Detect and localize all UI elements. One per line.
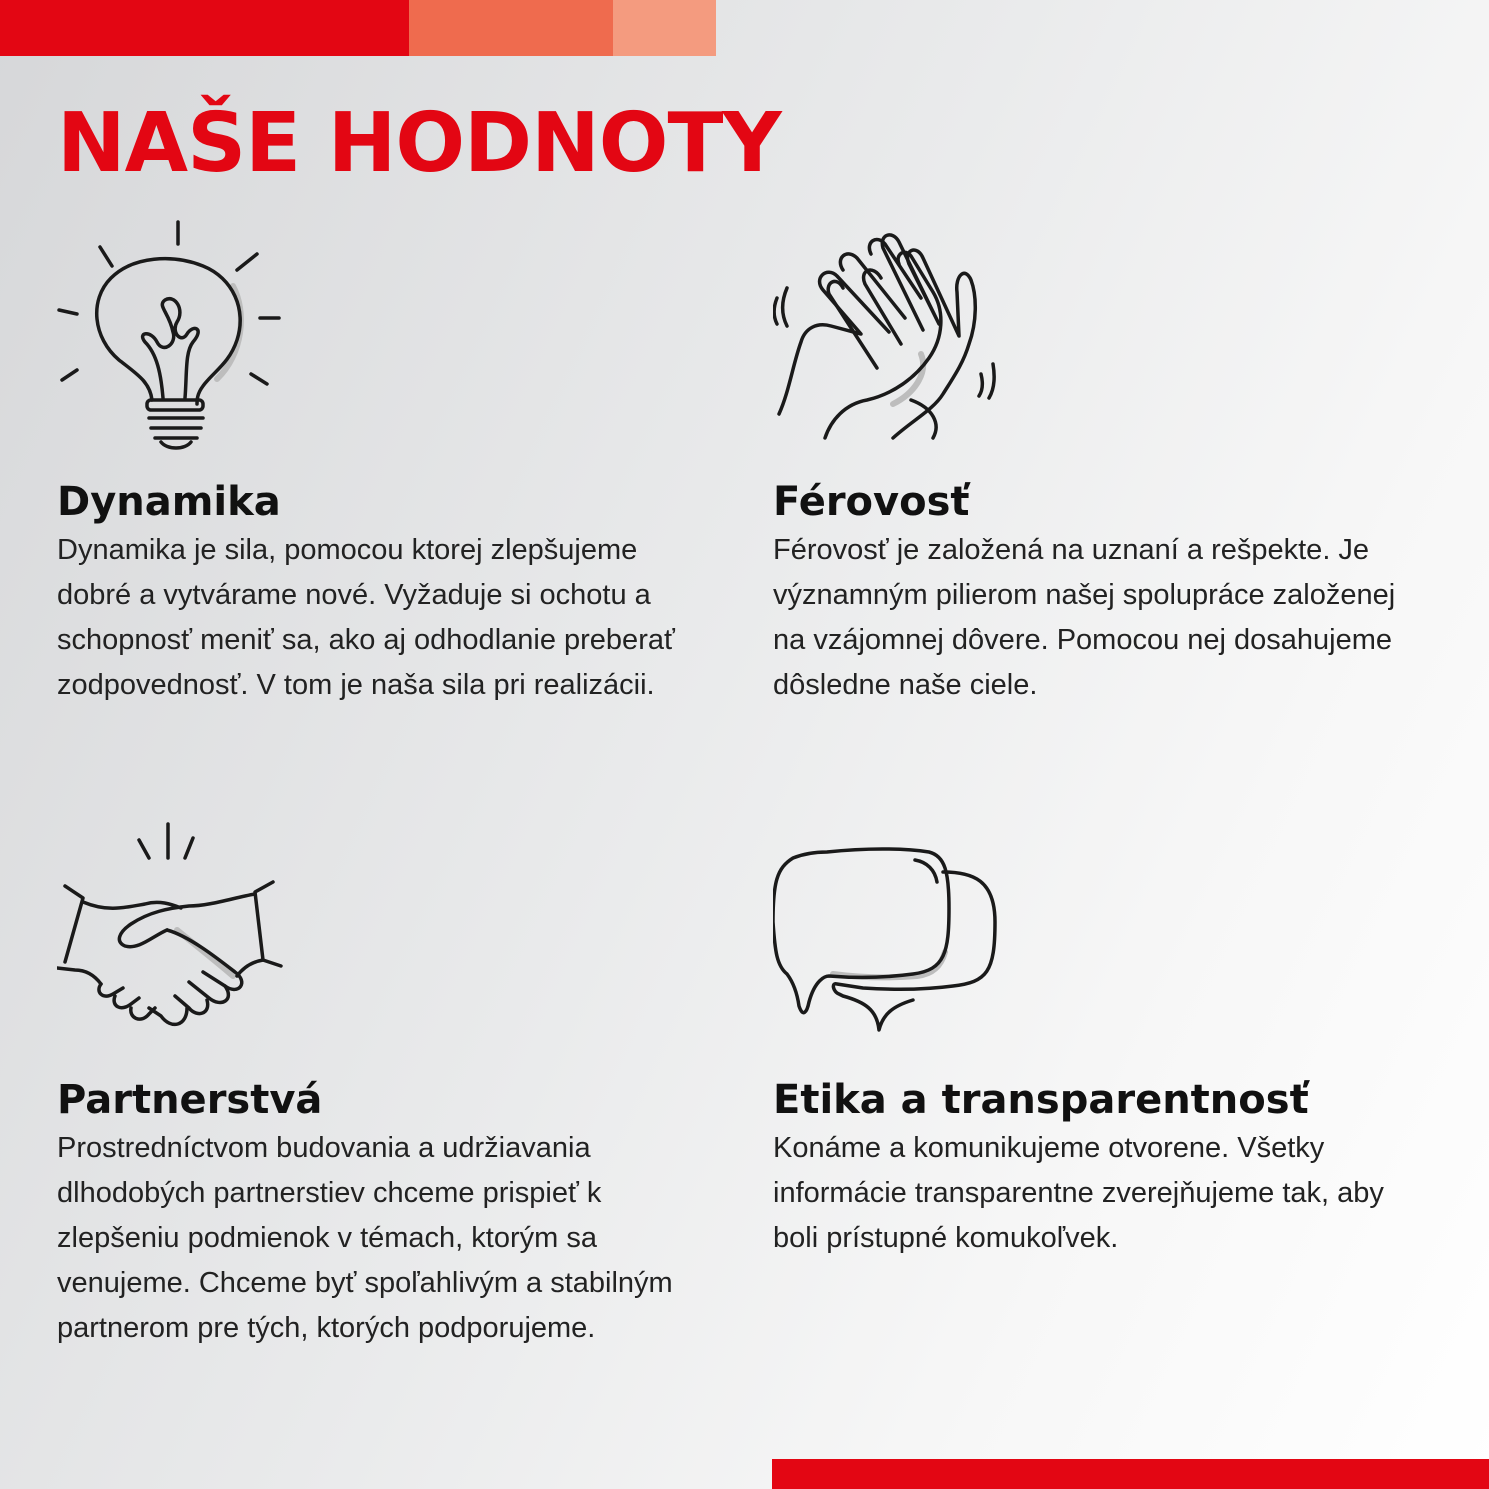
value-description: Férovosť je založená na uznaní a rešpekte. Je významným pilierom našej spolupráce založenej na vzájomnej dôvere. Pomocou nej dosahujeme dôsledne naše ciele. xyxy=(773,534,1396,701)
value-description: Konáme a komunikujeme otvorene. Všetky informácie transparentne zverejňujeme tak, aby boli prístupné komukoľvek. xyxy=(773,1132,1384,1254)
value-title: Etika a transparentnosť xyxy=(773,1077,1309,1123)
page-title: NAŠE HODNOTY xyxy=(57,96,781,191)
value-etika xyxy=(773,812,1433,1261)
value-ferovost xyxy=(773,214,1433,708)
value-partnerstva xyxy=(57,812,717,1351)
accent-bar-peach xyxy=(613,0,716,56)
value-title: Dynamika xyxy=(57,479,281,525)
accent-bar-orange xyxy=(409,0,613,56)
value-title: Férovosť xyxy=(773,479,970,525)
footer-accent-bar xyxy=(772,1459,1489,1489)
value-description: Dynamika je sila, pomocou ktorej zlepšujeme dobré a vytvárame nové. Vyžaduje si ochotu a schopnosť meniť sa, ako aj odhodlanie preberať zodpovednosť. V tom je naša sila pri realizácii. xyxy=(57,534,675,701)
lightbulb-icon xyxy=(57,214,717,478)
value-description: Prostredníctvom budovania a udržiavania dlhodobých partnerstiev chceme prispieť k zlepšeniu podmienok v témach, ktorým sa venujeme. Chceme byť spoľahlivým a stabilným partnerom pre tých, ktorých podporujeme. xyxy=(57,1132,673,1344)
accent-bar-red xyxy=(0,0,409,56)
value-title: Partnerstvá xyxy=(57,1077,323,1123)
high-five-icon xyxy=(773,214,1433,478)
speech-bubbles-icon xyxy=(773,812,1433,1076)
value-dynamika xyxy=(57,214,717,708)
handshake-icon xyxy=(57,812,717,1076)
